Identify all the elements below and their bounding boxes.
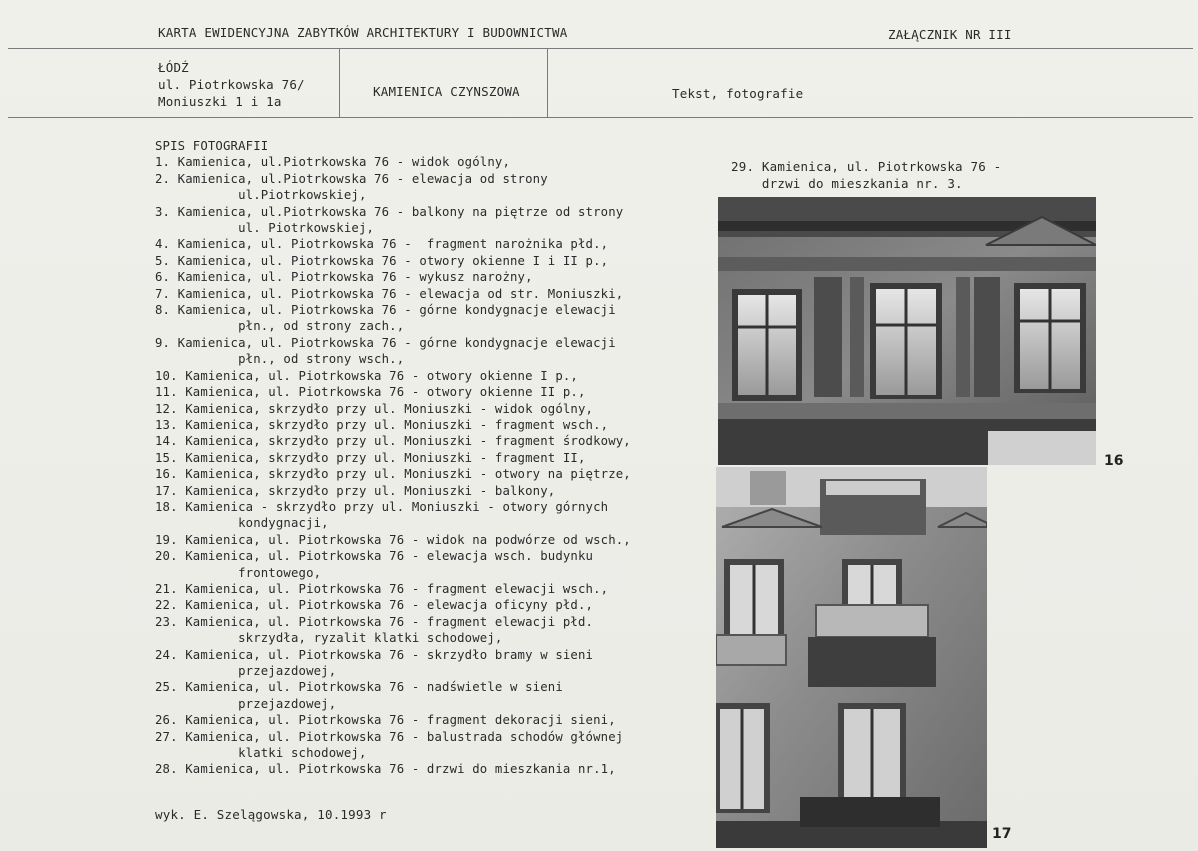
list-item: frontowego, <box>155 565 322 580</box>
address-line-1: ul. Piotrkowska 76/ <box>158 77 305 92</box>
address-line-2: Moniuszki 1 i 1a <box>158 94 282 109</box>
list-item: 24. Kamienica, ul. Piotrkowska 76 - skrzydło bramy w sieni <box>155 647 594 662</box>
column-divider-1 <box>339 48 340 118</box>
list-item: 8. Kamienica, ul. Piotrkowska 76 - górne kondygnacje elewacji <box>155 303 616 318</box>
list-item: 2. Kamienica, ul.Piotrkowska 76 - elewacja od strony <box>155 171 548 186</box>
facade-balconies-image <box>716 467 987 848</box>
list-item: 25. Kamienica, ul. Piotrkowska 76 - nadświetle w sieni <box>155 680 563 695</box>
list-item: skrzydła, ryzalit klatki schodowej, <box>155 631 503 646</box>
list-item: 5. Kamienica, ul. Piotrkowska 76 - otwory okienne I i II p., <box>155 253 609 268</box>
photo-list-heading: SPIS FOTOGRAFII <box>155 139 269 153</box>
column-divider-2 <box>547 48 548 118</box>
list-item: klatki schodowej, <box>155 746 367 761</box>
object-name: KAMIENICA CZYNSZOWA <box>373 84 520 99</box>
annex-label: ZAŁĄCZNIK NR III <box>888 27 1012 42</box>
list-item: 27. Kamienica, ul. Piotrkowska 76 - balustrada schodów głównej <box>155 729 624 744</box>
list-item: 22. Kamienica, ul. Piotrkowska 76 - elewacja oficyny płd., <box>155 598 594 613</box>
header-top-rule <box>8 48 1193 49</box>
list-item: 3. Kamienica, ul.Piotrkowska 76 - balkony na piętrze od strony <box>155 204 624 219</box>
list-item-29-line-1: 29. Kamienica, ul. Piotrkowska 76 - <box>731 159 1002 174</box>
list-item: ul. Piotrkowskiej, <box>155 221 375 236</box>
list-item: 19. Kamienica, ul. Piotrkowska 76 - widok na podwórze od wsch., <box>155 532 631 547</box>
list-item: 13. Kamienica, skrzydło przy ul. Moniuszki - fragment wsch., <box>155 417 609 432</box>
photo-number-16: 16 <box>1104 453 1124 469</box>
header-bottom-rule <box>8 117 1193 118</box>
facade-windows-image <box>718 197 1096 465</box>
list-item: 15. Kamienica, skrzydło przy ul. Moniuszki - fragment II, <box>155 450 586 465</box>
list-item: 6. Kamienica, ul. Piotrkowska 76 - wykusz narożny, <box>155 270 533 285</box>
list-item: 10. Kamienica, ul. Piotrkowska 76 - otwory okienne I p., <box>155 368 578 383</box>
card-title: KARTA EWIDENCYJNA ZABYTKÓW ARCHITEKTURY I BUDOWNICTWA <box>158 25 568 40</box>
author-credit: wyk. E. Szelągowska, 10.1993 r <box>155 807 387 822</box>
list-item: przejazdowej, <box>155 664 337 678</box>
list-item-29-line-2: drzwi do mieszkania nr. 3. <box>731 176 963 191</box>
list-item: ul.Piotrkowskiej, <box>155 188 367 203</box>
list-item: 23. Kamienica, ul. Piotrkowska 76 - fragment elewacji płd. <box>155 614 594 629</box>
list-item: 20. Kamienica, ul. Piotrkowska 76 - elewacja wsch. budynku <box>155 549 594 564</box>
photo-number-17: 17 <box>992 826 1012 842</box>
photo-list <box>155 138 631 778</box>
list-item: 4. Kamienica, ul. Piotrkowska 76 - fragment narożnika płd., <box>155 237 609 252</box>
list-item: kondygnacji, <box>155 516 329 531</box>
facade-photo-16 <box>718 197 1096 465</box>
list-item: 9. Kamienica, ul. Piotrkowska 76 - górne kondygnacje elewacji <box>155 335 616 350</box>
list-item: 14. Kamienica, skrzydło przy ul. Moniuszki - fragment środkowy, <box>155 434 631 449</box>
list-item: płn., od strony wsch., <box>155 352 405 367</box>
facade-photo-17 <box>716 467 987 848</box>
list-item: 28. Kamienica, ul. Piotrkowska 76 - drzwi do mieszkania nr.1, <box>155 762 616 777</box>
list-item: przejazdowej, <box>155 696 337 711</box>
content-type: Tekst, fotografie <box>672 86 804 101</box>
city-name: ŁÓDŹ <box>158 60 189 75</box>
list-item: płn., od strony zach., <box>155 319 405 334</box>
list-item: 12. Kamienica, skrzydło przy ul. Moniuszki - widok ogólny, <box>155 401 594 416</box>
list-item: 1. Kamienica, ul.Piotrkowska 76 - widok ogólny, <box>155 155 511 170</box>
list-item: 16. Kamienica, skrzydło przy ul. Moniuszki - otwory na piętrze, <box>155 467 631 482</box>
list-item: 11. Kamienica, ul. Piotrkowska 76 - otwory okienne II p., <box>155 385 586 400</box>
list-item: 21. Kamienica, ul. Piotrkowska 76 - fragment elewacji wsch., <box>155 581 609 596</box>
list-item: 7. Kamienica, ul. Piotrkowska 76 - elewacja od str. Moniuszki, <box>155 286 624 301</box>
list-item: 26. Kamienica, ul. Piotrkowska 76 - fragment dekoracji sieni, <box>155 713 616 728</box>
list-item: 18. Kamienica - skrzydło przy ul. Moniuszki - otwory górnych <box>155 499 609 514</box>
list-item: 17. Kamienica, skrzydło przy ul. Moniuszki - balkony, <box>155 483 556 498</box>
